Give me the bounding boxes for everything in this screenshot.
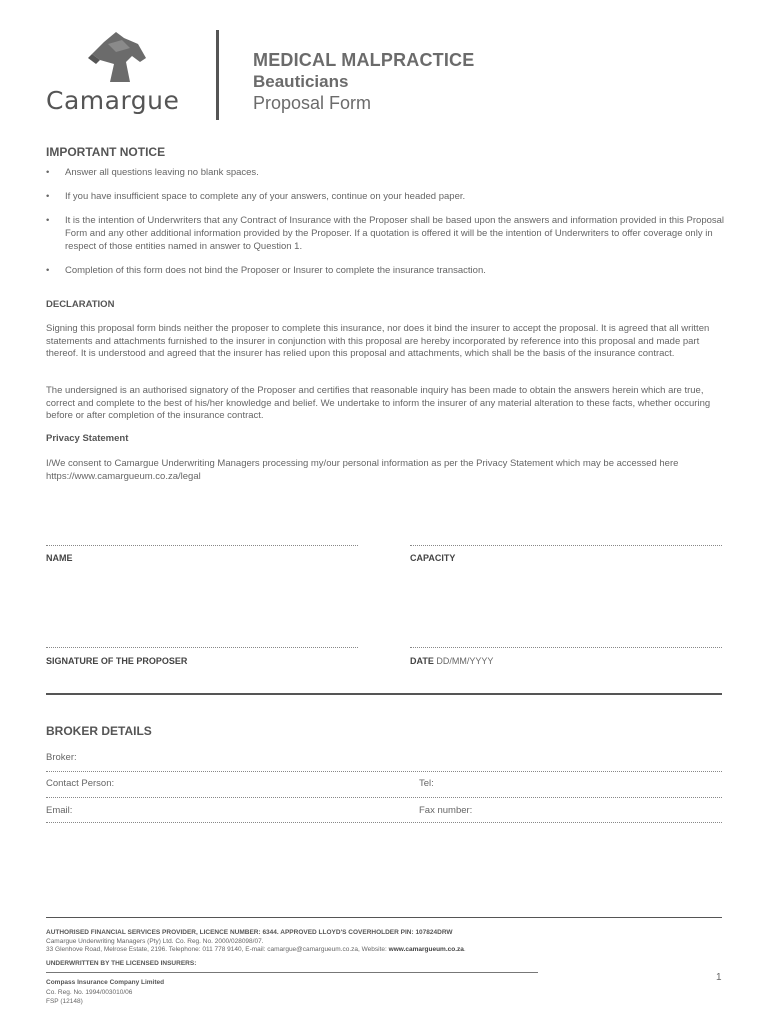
broker-details-heading: BROKER DETAILS bbox=[46, 724, 152, 738]
important-notice-heading: IMPORTANT NOTICE bbox=[46, 145, 166, 159]
signature-label: SIGNATURE OF THE PROPOSER bbox=[46, 656, 188, 666]
underwritten-heading: UNDERWRITTEN BY THE LICENSED INSURERS: bbox=[46, 960, 197, 967]
bullet-icon: • bbox=[46, 191, 50, 202]
privacy-heading: Privacy Statement bbox=[46, 433, 129, 444]
declaration-paragraph-1: Signing this proposal form binds neither the proposer to complete this insurance, nor does it bind the insurer to accept the proposal. It is agreed that all written statements and attachments furnished to the insurer in conjunction with this proposal are hereby incorporated by reference into this proposal and made part thereof. It is understood and agreed that the insurer has relied upon this proposal and attachments, which shall be the basis of the insurance contract. bbox=[46, 323, 710, 359]
section-divider bbox=[46, 693, 722, 695]
notice-item-text: If you have insufficient space to complete any of your answers, continue on your headed paper. bbox=[65, 191, 466, 202]
insurer-registration: Co. Reg. No. 1994/003010/06 bbox=[46, 989, 133, 996]
notice-item-text: Completion of this form does not bind the Proposer or Insurer to complete the insurance transaction. bbox=[65, 265, 486, 276]
bullet-icon: • bbox=[46, 167, 50, 178]
contact-field-line[interactable] bbox=[46, 797, 722, 798]
date-label bbox=[410, 656, 493, 666]
address-text: 33 Glenhove Road, Melrose Estate, 2196. Telephone: 011 778 9140, E-mail: camargue@camargueum.co.za, Website: bbox=[46, 946, 387, 953]
tel-label: Tel: bbox=[419, 778, 434, 789]
page-number: 1 bbox=[716, 972, 722, 983]
company-address: 33 Glenhove Road, Melrose Estate, 2196. Telephone: 011 778 9140, E-mail: camargue@camargueum.co.za, Website: www.camargueum.co.za. bbox=[46, 946, 466, 953]
licence-text: AUTHORISED FINANCIAL SERVICES PROVIDER, LICENCE NUMBER: 6344. APPROVED LLOYD'S COVERHOLDER PIN: 107824DRW bbox=[46, 929, 453, 936]
title-block bbox=[253, 50, 474, 114]
contact-person-label: Contact Person: bbox=[46, 778, 115, 789]
insurer-fsp: FSP (12148) bbox=[46, 998, 83, 1005]
email-label: Email: bbox=[46, 805, 73, 816]
date-field-line[interactable] bbox=[410, 647, 722, 648]
website-link[interactable]: www.camargueum.co.za bbox=[388, 946, 464, 953]
notice-list bbox=[46, 166, 726, 288]
capacity-label: CAPACITY bbox=[410, 553, 456, 563]
notice-item-text: It is the intention of Underwriters that any Contract of Insurance with the Proposer shall be based upon the answers and information provided in this Proposal Form and any other additional information provided by the Proposer. If a quotation is offered it will be the intention of Underwriters to offer coverage only in respect of those entities named in answer to Question 1. bbox=[65, 215, 725, 252]
name-field-line[interactable] bbox=[46, 545, 358, 546]
notice-item bbox=[46, 166, 726, 179]
declaration-heading: DECLARATION bbox=[46, 299, 115, 310]
notice-item bbox=[46, 214, 726, 253]
header-divider bbox=[216, 30, 219, 120]
form-subtitle: Beauticians bbox=[253, 72, 349, 91]
bullet-icon: • bbox=[46, 215, 50, 226]
broker-label: Broker: bbox=[46, 752, 77, 763]
horse-head-icon bbox=[86, 30, 148, 86]
fax-label: Fax number: bbox=[419, 805, 473, 816]
logo-wordmark: Camargue bbox=[46, 86, 180, 115]
footer-sub-divider bbox=[46, 972, 538, 973]
bullet-icon: • bbox=[46, 265, 50, 276]
notice-item-text: Answer all questions leaving no blank spaces. bbox=[65, 167, 259, 178]
notice-item bbox=[46, 264, 726, 277]
company-registration: Camargue Underwriting Managers (Pty) Ltd. Co. Reg. No. 2000/028098/07. bbox=[46, 938, 264, 945]
declaration-paragraph-2: The undersigned is an authorised signatory of the Proposer and certifies that reasonable inquiry has been made to obtain the answers herein which are true, correct and complete to the best of his/her knowledge and belief. We undertake to inform the insurer of any material alteration to these facts, whether occuring before or after completion of the insurance contract. bbox=[46, 385, 711, 421]
broker-field-line[interactable] bbox=[46, 771, 722, 772]
capacity-field-line[interactable] bbox=[410, 545, 722, 546]
signature-field-line[interactable] bbox=[46, 647, 358, 648]
name-label: NAME bbox=[46, 553, 73, 563]
camargue-logo bbox=[46, 30, 186, 115]
date-label-text: DATE bbox=[410, 656, 434, 666]
date-format-hint: DD/MM/YYYY bbox=[436, 656, 494, 666]
notice-item bbox=[46, 190, 726, 203]
email-field-line[interactable] bbox=[46, 822, 722, 823]
form-title: MEDICAL MALPRACTICE bbox=[253, 50, 475, 70]
footer-divider bbox=[46, 917, 722, 918]
privacy-text: I/We consent to Camargue Underwriting Managers processing my/our personal information as per the Privacy Statement which may be accessed here https://www.camargueum.co.za/legal bbox=[46, 458, 679, 482]
form-type: Proposal Form bbox=[253, 93, 372, 113]
insurer-name: Compass Insurance Company Limited bbox=[46, 979, 165, 986]
